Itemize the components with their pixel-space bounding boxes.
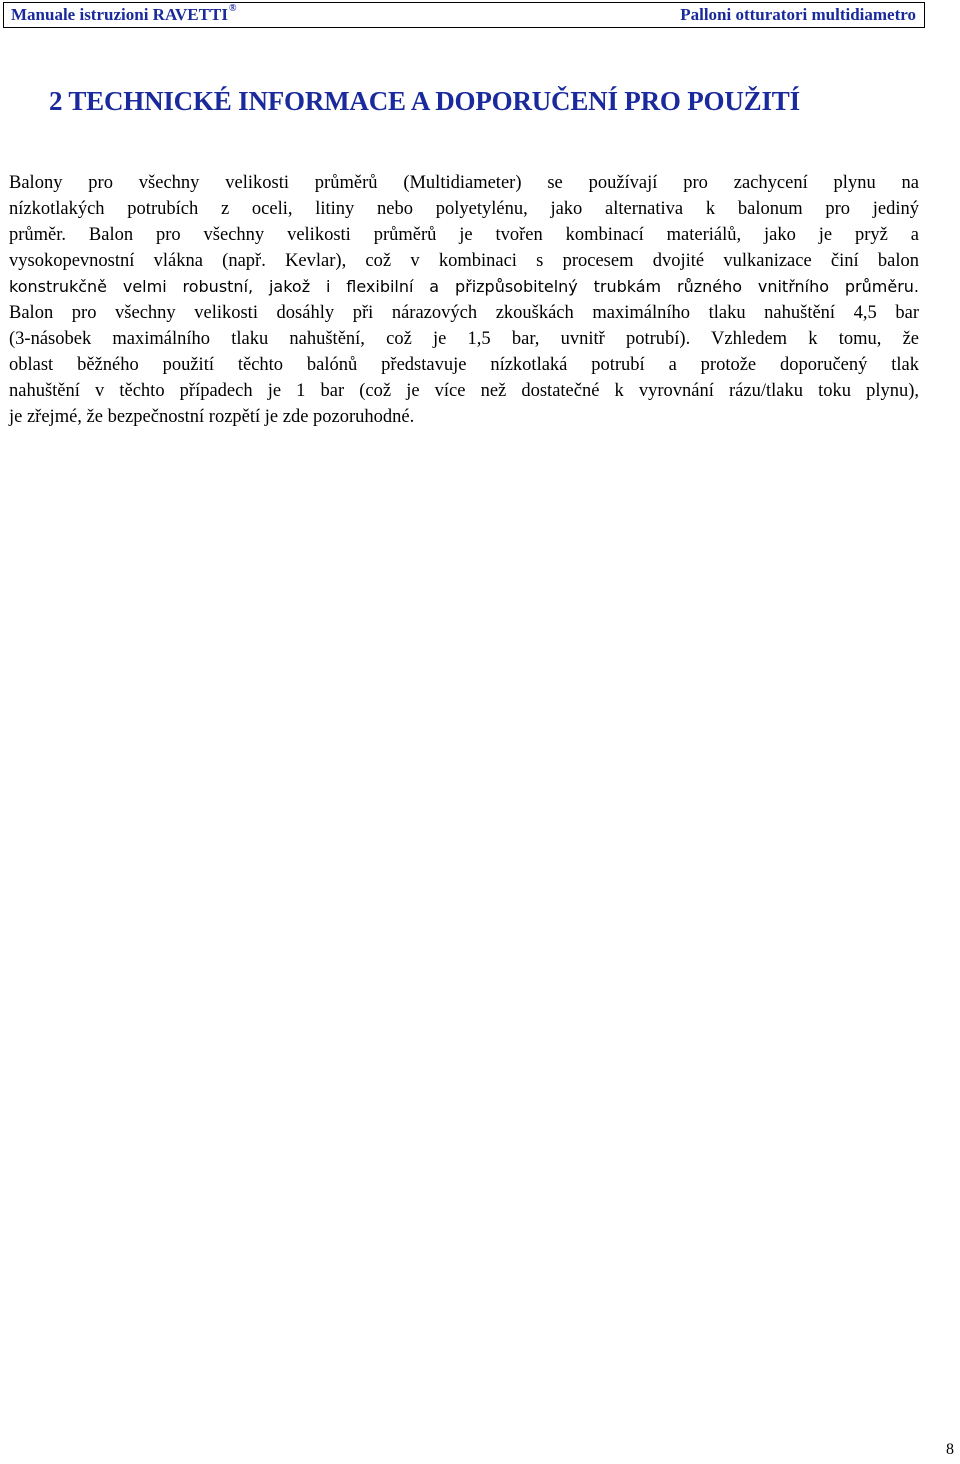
body-paragraph xyxy=(9,170,919,430)
header-left-text: Manuale istruzioni RAVETTI xyxy=(11,5,228,24)
paragraph-line: konstrukčně velmi robustní, jakož i flexibilní a přizpůsobitelný trubkám různého vnitřního průměru. xyxy=(9,277,919,296)
header-left xyxy=(11,5,236,25)
paragraph-line: vysokopevnostní vlákna (např. Kevlar), což v kombinaci s procesem dvojité vulkanizace činí balon xyxy=(9,251,919,271)
paragraph-line: Balon pro všechny velikosti dosáhly při nárazových zkouškách maximálního tlaku nahuštění 4,5 bar xyxy=(9,303,919,323)
paragraph-line: nahuštění v těchto případech je 1 bar (což je více než dostatečné k vyrovnání rázu/tlaku toku plynu), xyxy=(9,381,919,401)
header-right: Palloni otturatori multidiametro xyxy=(680,5,916,24)
running-header xyxy=(3,2,925,28)
section-title: 2 TECHNICKÉ INFORMACE A DOPORUČENÍ PRO POUŽITÍ xyxy=(49,86,800,116)
paragraph-line: Balony pro všechny velikosti průměrů (Multidiameter) se používají pro zachycení plynu na xyxy=(9,173,919,193)
paragraph-line: nízkotlakých potrubích z oceli, litiny nebo polyetylénu, jako alternativa k balonum pro jediný xyxy=(9,199,919,219)
paragraph-line: oblast běžného použití těchto balónů představuje nízkotlaká potrubí a protože doporučený tlak xyxy=(9,355,919,375)
paragraph-line: (3-násobek maximálního tlaku nahuštění, což je 1,5 bar, uvnitř potrubí). Vzhledem k tomu, že xyxy=(9,329,919,349)
paragraph-line: průměr. Balon pro všechny velikosti průměrů je tvořen kombinací materiálů, jako je pryž a xyxy=(9,225,919,245)
paragraph-line: je zřejmé, že bezpečnostní rozpětí je zde pozoruhodné. xyxy=(9,407,415,427)
registered-mark: ® xyxy=(228,3,237,15)
page-number: 8 xyxy=(946,1441,954,1458)
